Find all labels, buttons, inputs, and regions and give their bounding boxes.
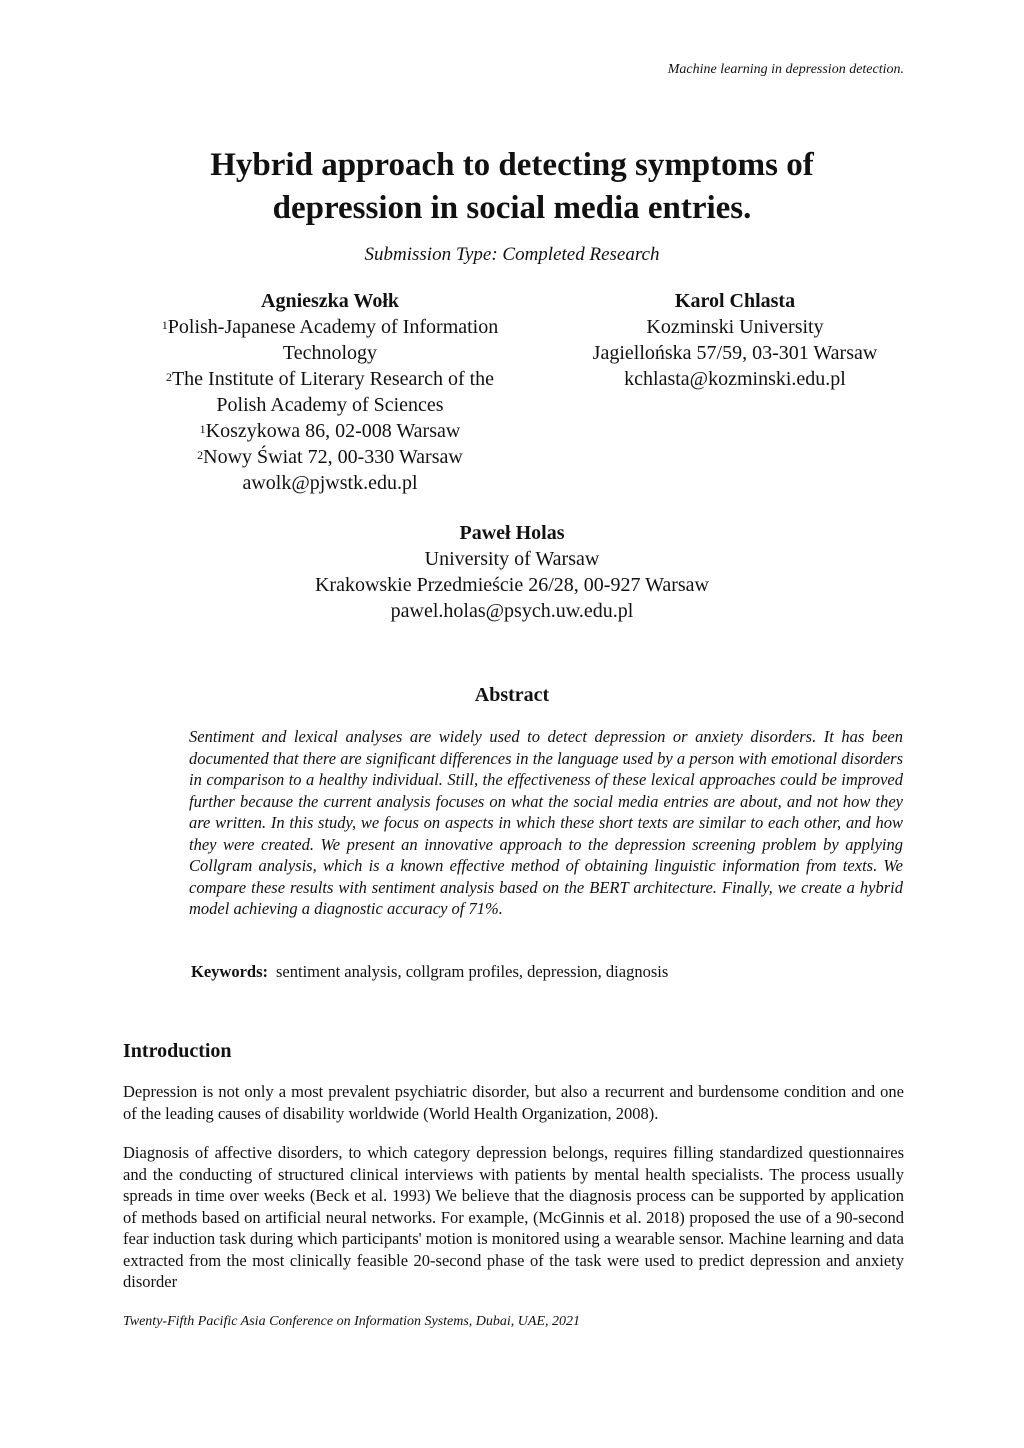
author-affiliation-line: Kozminski University (646, 316, 824, 338)
paragraph: Depression is not only a most prevalent psychiatric disorder, but also a recurrent and burdensome condition and one of the leading causes of disability worldwide (World Health Organization, 2008). (123, 1082, 904, 1123)
paragraph: Diagnosis of affective disorders, to which category depression belongs, requires filling standardized questionnaires and the conducting of structured clinical interviews with patients by mental health specialists. The process usually spreads in time over weeks (Beck et al. 1993) We believe that the diagnosis process can be supported by application of methods based on artificial neural networks. For example, (McGinnis et al. 2018) proposed the use of a 90-second fear induction task during which participants' motion is monitored using a wearable sensor. Machine learning and data extracted from the most clinically feasible 20-second phase of the task were used to predict depression and anxiety disorder (123, 1143, 904, 1291)
address-text: Nowy Świat 72, 00-330 Warsaw (203, 446, 463, 468)
author-block-3 (0, 520, 1024, 624)
keywords (191, 962, 668, 982)
author-address-line: Krakowskie Przedmieście 26/28, 00-927 Warsaw (314, 574, 710, 596)
author-name: Agnieszka Wołk (261, 290, 399, 312)
author-email: kchlasta@kozminski.edu.pl (624, 368, 846, 390)
author-address-line: Jagiellońska 57/59, 03-301 Warsaw (592, 342, 878, 364)
affiliation-text: Polish Academy of Sciences (216, 394, 444, 416)
keywords-value: sentiment analysis, collgram profiles, depression, diagnosis (276, 962, 669, 981)
abstract-heading: Abstract (474, 684, 550, 706)
affiliation-text: Polish-Japanese Academy of Information (167, 316, 499, 338)
author-email: pawel.holas@psych.uw.edu.pl (390, 600, 634, 622)
title-line-2: depression in social media entries. (272, 190, 752, 226)
author-affiliation-line (125, 314, 535, 340)
affiliation-text: Technology (282, 342, 378, 364)
affiliation-superscript: 1 (199, 422, 206, 436)
keywords-label: Keywords: (191, 962, 268, 981)
section-heading-introduction: Introduction (123, 1040, 232, 1062)
affiliation-superscript: 2 (197, 448, 204, 462)
author-email: awolk@pjwstk.edu.pl (242, 472, 418, 494)
title-line-1: Hybrid approach to detecting symptoms of (210, 147, 814, 183)
affiliation-superscript: 2 (165, 370, 172, 384)
affiliation-text: The Institute of Literary Research of the (171, 368, 495, 390)
author-affiliation-line (125, 392, 535, 418)
affiliation-superscript: 1 (161, 318, 168, 332)
author-affiliation-line (125, 366, 535, 392)
author-block-1 (125, 288, 535, 496)
author-affiliation-line: University of Warsaw (424, 548, 600, 570)
address-text: Koszykowa 86, 02-008 Warsaw (205, 420, 461, 442)
author-affiliation-line (125, 340, 535, 366)
author-address-line (125, 444, 535, 470)
submission-type: Submission Type: Completed Research (364, 244, 660, 265)
author-name: Karol Chlasta (674, 290, 796, 312)
abstract-text: Sentiment and lexical analyses are widely used to detect depression or anxiety disorders. It has been documented that there are significant differences in the language used by a person with emotional disorders in comparison to a healthy individual. Still, the effectiveness of these lexical approaches could be improved further because the current analysis focuses on what the social media entries are about, and not how they are written. In this study, we focus on aspects in which these short texts are similar to each other, and how they were created. We present an innovative approach to the depression screening problem by applying Collgram analysis, which is a known effective method of obtaining linguistic information from texts. We compare these results with sentiment analysis based on the BERT architecture. Finally, we create a hybrid model achieving a diagnostic accuracy of 71%. (189, 727, 903, 918)
running-header: Machine learning in depression detection. (667, 62, 904, 77)
page-footer: Twenty-Fifth Pacific Asia Conference on Information Systems, Dubai, UAE, 2021 (123, 1314, 581, 1329)
author-address-line (125, 418, 535, 444)
paper-title (0, 144, 1024, 230)
author-name: Paweł Holas (459, 522, 565, 544)
author-block-2 (565, 288, 905, 392)
